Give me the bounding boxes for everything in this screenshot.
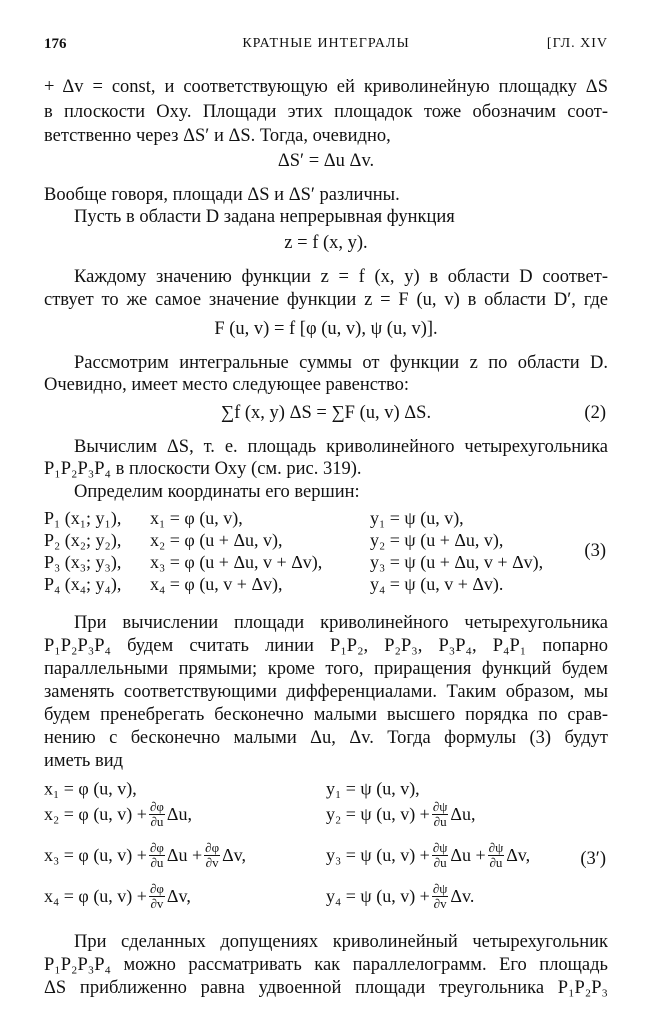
text-line: Рассмотрим интегральные суммы от функции z по области D. xyxy=(74,353,608,373)
text-line: P₁P₂P₃P₄ будем считать линии P₁P₂, P₂P₃, P₃P₄, P₄P₁ попарно xyxy=(44,636,608,656)
system-point: P₁ (x₁; y₁), xyxy=(44,508,122,528)
text-line: параллельными прямыми; кроме того, приращения функций будем xyxy=(44,659,608,679)
text-line: ствует то же самое значение функции z = F (u, v) в области D′, где xyxy=(44,290,608,310)
chapter-ref: [ГЛ. XIV xyxy=(546,36,608,51)
chapter-title: КРАТНЫЕ ИНТЕГРАЛЫ xyxy=(242,36,410,51)
formula-x1: x₁ = φ (u, v), xyxy=(44,778,137,799)
text-line: иметь вид xyxy=(44,751,124,771)
text-line: ΔS приближенно равна удвоенной площади треугольника P₁P₂P₃ xyxy=(44,978,608,998)
text-line: Определим координаты его вершин: xyxy=(74,482,360,502)
formula-x3: x₃ = φ (u, v) + $\frac{\partial\varphi}{\partial u}$ Δu + $\frac{\partial\varphi}{\partial v}$ Δv, xyxy=(44,840,246,870)
text-line: будем пренебрегать бесконечно малыми высшего порядка по срав- xyxy=(44,705,608,725)
equation-number: (3′) xyxy=(580,849,606,869)
system-y: y₃ = ψ (u + Δu, v + Δv), xyxy=(370,552,544,572)
text-line: ветственно через ΔS′ и ΔS. Тогда, очевидно, xyxy=(44,126,391,146)
system-y: y₂ = ψ (u + Δu, v), xyxy=(370,530,504,550)
text-line: P₁P₂P₃P₄ в плоскости Oxy (см. рис. 319). xyxy=(44,459,362,479)
formula-y1: y₁ = ψ (u, v), xyxy=(326,778,420,799)
system-x: x₃ = φ (u + Δu, v + Δv), xyxy=(150,552,323,572)
formula-x4: x₄ = φ (u, v) + $\frac{\partial\varphi}{\partial v}$ Δv, xyxy=(44,881,191,911)
text-line: Вообще говоря, площади ΔS и ΔS′ различны. xyxy=(44,185,400,205)
equation: F (u, v) = f [φ (u, v), ψ (u, v)]. xyxy=(214,319,438,339)
page-number: 176 xyxy=(44,36,67,52)
text-line: нению с бесконечно малыми Δu, Δv. Тогда формулы (3) будут xyxy=(44,728,608,748)
text-line: При вычислении площади криволинейного четырехугольника xyxy=(74,613,608,633)
formula-y4: y₄ = ψ (u, v) + $\frac{\partial\psi}{\partial v}$ Δv. xyxy=(326,881,475,911)
system-x: x₄ = φ (u, v + Δv), xyxy=(150,574,283,594)
system-point: P₄ (x₄; y₄), xyxy=(44,574,122,594)
formula-y3: y₃ = ψ (u, v) + $\frac{\partial\psi}{\partial u}$ Δu + $\frac{\partial\psi}{\partial u}$ Δv, xyxy=(326,840,531,870)
text-line: P₁P₂P₃P₄ можно рассматривать как параллелограмм. Его площадь xyxy=(44,955,608,975)
text-line: заменять соответствующими дифференциалами. Таким образом, мы xyxy=(44,682,608,702)
system-x: x₁ = φ (u, v), xyxy=(150,508,243,528)
equation: z = f (x, y). xyxy=(284,233,368,253)
text-line: Каждому значению функции z = f (x, y) в области D соответ- xyxy=(74,267,608,287)
system-point: P₂ (x₂; y₂), xyxy=(44,530,122,550)
system-point: P₃ (x₃; y₃), xyxy=(44,552,122,572)
equation: ΔS′ = Δu Δv. xyxy=(277,151,375,171)
system-x: x₂ = φ (u + Δu, v), xyxy=(150,530,283,550)
text-line: + Δv = const, и соответствующую ей криволинейную площадку ΔS xyxy=(44,77,608,97)
text-line: Пусть в области D задана непрерывная функция xyxy=(74,207,455,227)
page-header xyxy=(44,36,608,58)
equation-number: (2) xyxy=(584,403,606,423)
equation: ∑f (x, y) ΔS = ∑F (u, v) ΔS. xyxy=(220,403,432,423)
system-y: y₁ = ψ (u, v), xyxy=(370,508,464,528)
formula-y2: y₂ = ψ (u, v) + $\frac{\partial\psi}{\partial u}$ Δu, xyxy=(326,799,476,829)
text-line: Очевидно, имеет место следующее равенство: xyxy=(44,375,410,395)
text-line: Вычислим ΔS, т. е. площадь криволинейного четырехугольника xyxy=(74,437,608,457)
text-line: в плоскости Oxy. Площади этих площадок тоже обозначим соот- xyxy=(44,102,608,122)
system-y: y₄ = ψ (u, v + Δv). xyxy=(370,574,504,594)
formula-x2: x₂ = φ (u, v) + $\frac{\partial\varphi}{\partial u}$ Δu, xyxy=(44,799,192,829)
text-line: При сделанных допущениях криволинейный четырехугольник xyxy=(74,932,608,952)
equation-number: (3) xyxy=(584,541,606,561)
